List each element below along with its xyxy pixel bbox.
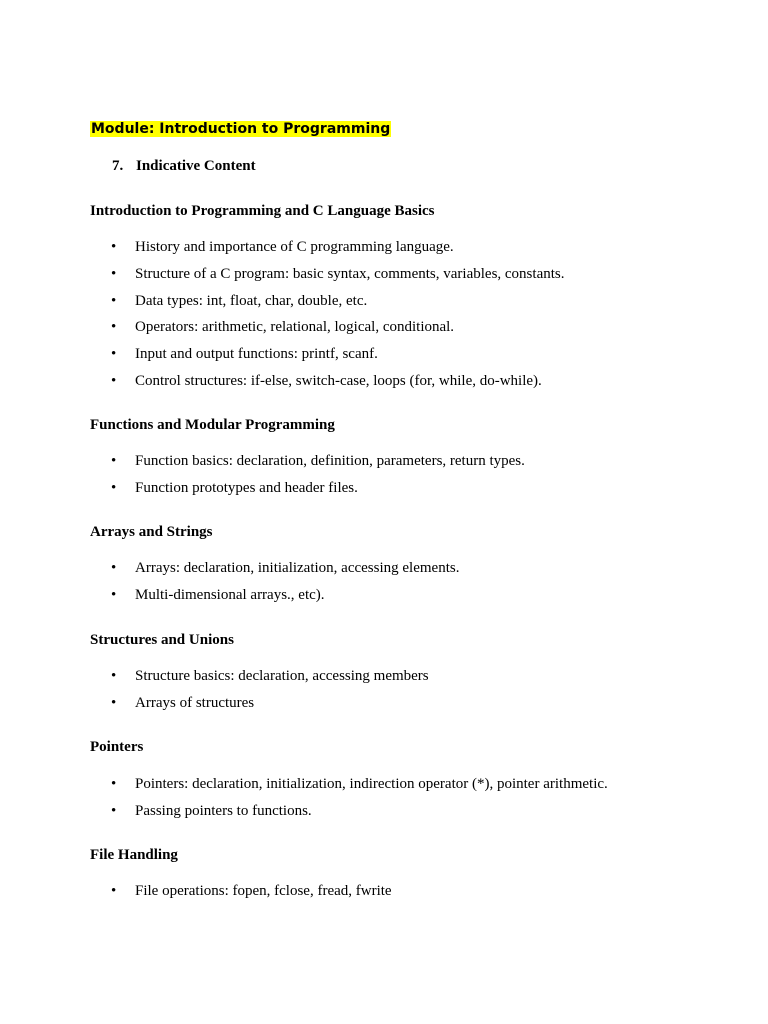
bullet-dot: • — [111, 883, 117, 899]
list-item-text: Function prototypes and header files. — [135, 479, 358, 496]
bullet-dot: • — [111, 479, 117, 496]
list-item-text: History and importance of C programming language. — [135, 239, 454, 255]
list-item-text: Pointers: declaration, initialization, indirection operator (*), pointer arithmetic. — [135, 776, 608, 792]
list-item-text: Operators: arithmetic, relational, logical, conditional. — [135, 319, 455, 336]
list-item-text: Data types: int, float, char, double, etc. — [135, 292, 368, 309]
numbered-heading-number: 7. — [112, 158, 124, 174]
section-heading: File Handling — [90, 847, 178, 863]
bullet-dot: • — [111, 372, 117, 389]
bullet-dot: • — [111, 668, 117, 684]
section-heading: Arrays and Strings — [90, 524, 213, 540]
bullet-dot: • — [111, 319, 117, 336]
bullet-dot: • — [111, 292, 117, 309]
bullet-dot: • — [111, 586, 117, 603]
section-heading: Structures and Unions — [90, 632, 234, 648]
bullet-dot: • — [111, 239, 117, 255]
section-heading: Pointers — [90, 739, 144, 755]
list-item-text: Arrays of structures — [135, 694, 255, 711]
numbered-heading-label: Indicative Content — [136, 158, 256, 174]
module-title-highlight: Module: Introduction to Programming — [91, 121, 391, 137]
bullet-dot: • — [111, 694, 117, 711]
list-item-text: Passing pointers to functions. — [135, 802, 312, 819]
list-item-text: Control structures: if-else, switch-case, loops (for, while, do-while). — [135, 372, 542, 389]
list-item-text: Input and output functions: printf, scanf. — [135, 346, 378, 363]
numbered-heading — [112, 157, 256, 175]
bullet-dot: • — [111, 346, 117, 363]
module-title — [90, 120, 391, 138]
bullet-dot: • — [111, 265, 117, 282]
bullet-dot: • — [111, 453, 117, 469]
list-item-text: Multi-dimensional arrays., etc). — [135, 586, 325, 603]
bullet-dot: • — [111, 802, 117, 819]
list-item-text: File operations: fopen, fclose, fread, fwrite — [135, 883, 392, 899]
list-item-text: Function basics: declaration, definition, parameters, return types. — [135, 453, 525, 469]
list-item-text: Structure basics: declaration, accessing members — [135, 668, 429, 684]
section-heading: Functions and Modular Programming — [90, 417, 335, 433]
list-item-text: Arrays: declaration, initialization, accessing elements. — [135, 560, 460, 576]
bullet-dot: • — [111, 776, 117, 792]
section-heading: Introduction to Programming and C Language Basics — [90, 203, 435, 219]
list-item-text: Structure of a C program: basic syntax, comments, variables, constants. — [135, 265, 565, 282]
bullet-dot: • — [111, 560, 117, 576]
